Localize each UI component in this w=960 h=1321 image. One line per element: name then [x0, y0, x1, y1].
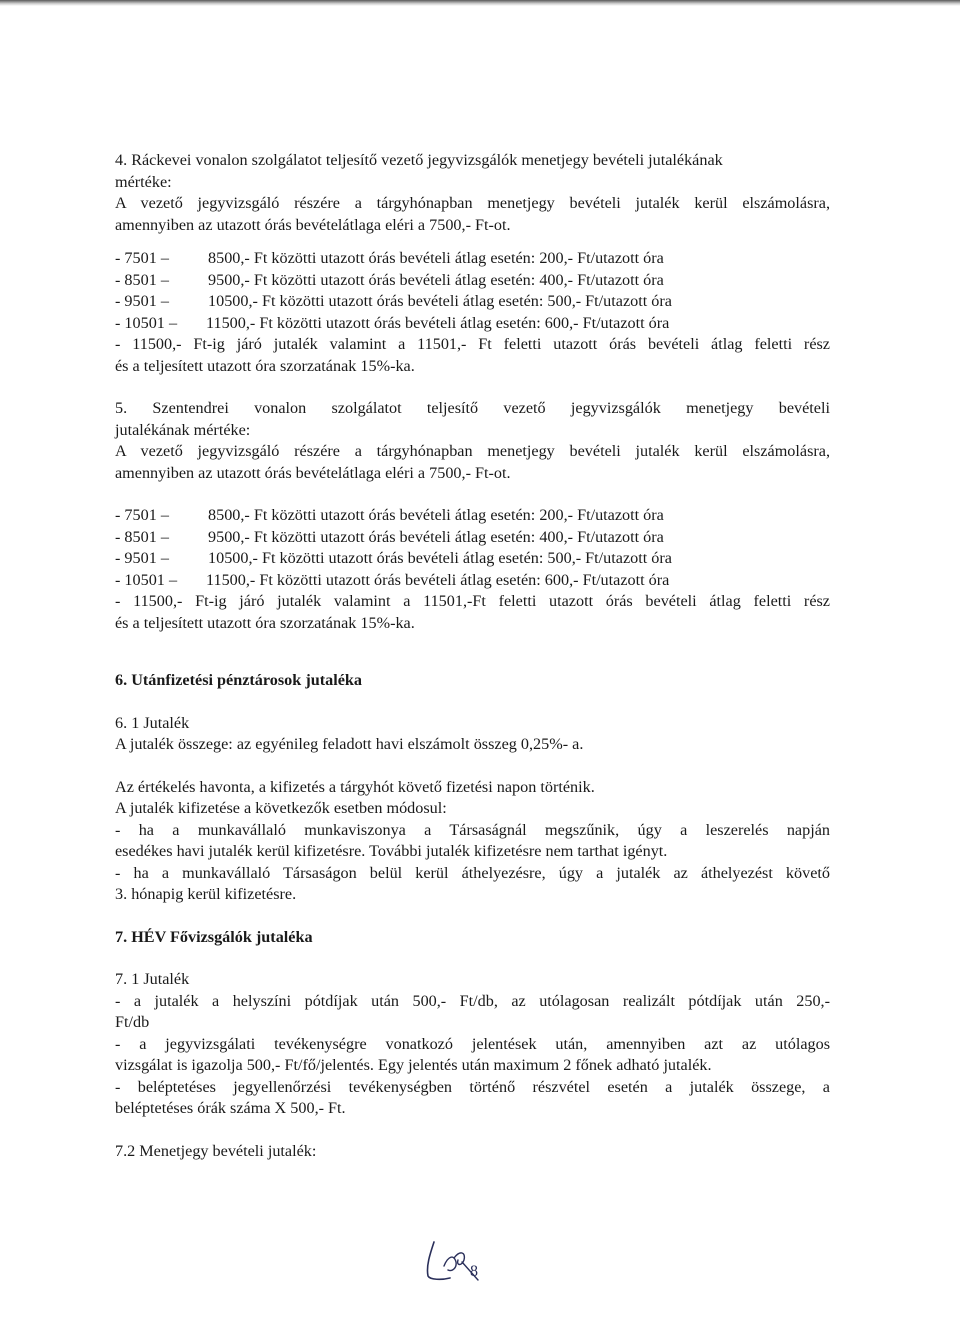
- section-4-extra-line1: - 11500,- Ft-ig járó jutalék valamint a 11501,- Ft feletti utazott órás bevételi átlag feletti rész: [115, 335, 830, 353]
- rate-to: 9500,- Ft: [208, 270, 268, 289]
- document-page: [115, 150, 830, 1162]
- section-6-modification: A jutalék kifizetése a következők esetben módosul:: [115, 799, 447, 817]
- rate-row: [115, 548, 830, 570]
- rate-from: - 9501 –: [115, 549, 169, 567]
- section-6-evaluation: Az értékelés havonta, a kifizetés a tárgyhót követő fizetési napon történik.: [115, 777, 595, 796]
- section-4-heading-line2: mértéke:: [115, 172, 172, 191]
- rate-row: [115, 570, 830, 592]
- spacer: [115, 906, 830, 927]
- rate-from: - 7501 –: [115, 506, 169, 524]
- rate-to: 10500,- Ft: [208, 549, 276, 567]
- section-7-item1-line2: Ft/db: [115, 1013, 150, 1031]
- section-6-case2-line2: 3. hónapig kerül kifizetésre.: [115, 885, 297, 903]
- spacer: [115, 377, 830, 398]
- section-5-intro-line1: A vezető jegyvizsgáló részére a tárgyhónapban menetjegy bevételi jutalék kerül elszámolásra,: [115, 442, 830, 460]
- section-7-heading: 7. HÉV Fővizsgálók jutaléka: [115, 927, 313, 946]
- section-5-heading-line2: jutalékának mértéke:: [115, 420, 251, 439]
- rate-to: 8500,- Ft: [208, 506, 268, 524]
- spacer: [115, 756, 830, 777]
- spacer: [115, 484, 830, 505]
- section-6-case1-line1: - ha a munkavállaló munkaviszonya a Társaságnál megszűnik, úgy a leszerelés napján: [115, 820, 830, 839]
- section-7-subheading: 7. 1 Jutalék: [115, 970, 190, 988]
- rate-row: [115, 505, 830, 527]
- rate-row: [115, 248, 830, 270]
- section-6-case1-line2: esedékes havi jutalék kerül kifizetésre. További jutalék kifizetésre nem tarthat igényt.: [115, 842, 668, 860]
- rate-row: [115, 270, 830, 292]
- spacer: [115, 634, 830, 670]
- rate-from: - 10501 –: [115, 570, 178, 589]
- rate-rest: közötti utazott órás bevételi átlag esetén: 400,- Ft/utazott óra: [271, 527, 664, 546]
- rate-from: - 9501 –: [115, 292, 169, 310]
- section-5: [115, 398, 830, 634]
- section-4-rate-list: [115, 248, 830, 334]
- spacer: [115, 1120, 830, 1141]
- spacer: [115, 236, 830, 248]
- section-5-heading-line1: 5. Szentendrei vonalon szolgálatot teljesítő vezető jegyvizsgálók menetjegy bevételi: [115, 399, 830, 417]
- spacer: [115, 948, 830, 969]
- rate-to: 9500,- Ft: [208, 527, 268, 546]
- signature-scribble-icon: [420, 1236, 500, 1284]
- page-number: 8: [470, 1263, 478, 1280]
- rate-to: 11500,- Ft: [206, 313, 273, 332]
- section-7: [115, 927, 830, 1163]
- section-5-extra-line1: - 11500,- Ft-ig járó jutalék valamint a 11501,-Ft feletti utazott órás bevételi átlag feletti rész: [115, 592, 830, 610]
- rate-rest: közötti utazott órás bevételi átlag esetén: 600,- Ft/utazott óra: [276, 313, 670, 332]
- section-7-subheading-2: 7.2 Menetjegy bevételi jutalék:: [115, 1141, 317, 1160]
- rate-from: - 10501 –: [115, 313, 178, 332]
- section-5-extra-line2: és a teljesített utazott óra szorzatának 15%-ka.: [115, 613, 415, 632]
- section-7-item3-line2: beléptetéses órák száma X 500,- Ft.: [115, 1099, 346, 1117]
- scan-top-edge: [0, 0, 960, 6]
- rate-rest: közötti utazott órás bevételi átlag esetén: 600,- Ft/utazott óra: [276, 570, 670, 589]
- rate-rest: közötti utazott órás bevételi átlag esetén: 200,- Ft/utazott óra: [271, 249, 664, 267]
- section-7-item1-line1: - a jutalék a helyszíni pótdíjak után 500,- Ft/db, az utólagosan realizált pótdíjak után 250,-: [115, 991, 830, 1010]
- section-4-heading-line1: 4. Ráckevei vonalon szolgálatot teljesítő vezető jegyvizsgálók menetjegy bevételi jutalékának: [115, 151, 723, 169]
- section-7-item2-line2: vizsgálat is igazolja 500,- Ft/fő/jelentés. Egy jelentés után maximum 2 főnek adható jutalék.: [115, 1056, 712, 1074]
- section-7-item3-line1: - beléptetéses jegyellenőrzési tevékenységben történő részvétel esetén a jutalék összege, a: [115, 1077, 830, 1096]
- rate-rest: közötti utazott órás bevételi átlag esetén: 200,- Ft/utazott óra: [271, 506, 664, 524]
- section-4-extra-line2: és a teljesített utazott óra szorzatának 15%-ka.: [115, 356, 415, 375]
- section-6-amount: A jutalék összege: az egyénileg feladott havi elszámolt összeg 0,25%- a.: [115, 735, 584, 753]
- rate-row: [115, 291, 830, 313]
- section-6-case2-line1: - ha a munkavállaló Társaságon belül kerül áthelyezésre, úgy a jutalék az áthelyezést követő: [115, 863, 830, 882]
- rate-from: - 7501 –: [115, 249, 169, 267]
- rate-to: 10500,- Ft: [208, 292, 276, 310]
- rate-row: [115, 313, 830, 335]
- rate-to: 8500,- Ft: [208, 249, 268, 267]
- section-5-rate-list: [115, 505, 830, 591]
- initials-signature: [420, 1236, 500, 1284]
- section-5-intro-line2: amennyiben az utazott órás bevételátlaga eléri a 7500,- Ft-ot.: [115, 463, 511, 482]
- rate-from: - 8501 –: [115, 270, 169, 289]
- rate-rest: közötti utazott órás bevételi átlag esetén: 500,- Ft/utazott óra: [279, 292, 672, 310]
- rate-from: - 8501 –: [115, 527, 169, 546]
- section-4: [115, 150, 830, 377]
- rate-rest: közötti utazott órás bevételi átlag esetén: 500,- Ft/utazott óra: [279, 549, 672, 567]
- section-6-heading: 6. Utánfizetési pénztárosok jutaléka: [115, 671, 362, 689]
- section-4-intro-line2: amennyiben az utazott órás bevételátlaga eléri a 7500,- Ft-ot.: [115, 215, 511, 234]
- rate-rest: közötti utazott órás bevételi átlag esetén: 400,- Ft/utazott óra: [271, 270, 664, 289]
- spacer: [115, 692, 830, 713]
- section-6-subheading: 6. 1 Jutalék: [115, 713, 190, 732]
- section-4-intro-line1: A vezető jegyvizsgáló részére a tárgyhónapban menetjegy bevételi jutalék kerül elszámolásra,: [115, 194, 830, 212]
- section-6: [115, 670, 830, 906]
- rate-to: 11500,- Ft: [206, 570, 273, 589]
- section-7-item2-line1: - a jegyvizsgálati tevékenységre vonatkozó jelentések után, amennyiben azt az utólagos: [115, 1034, 830, 1053]
- rate-row: [115, 527, 830, 549]
